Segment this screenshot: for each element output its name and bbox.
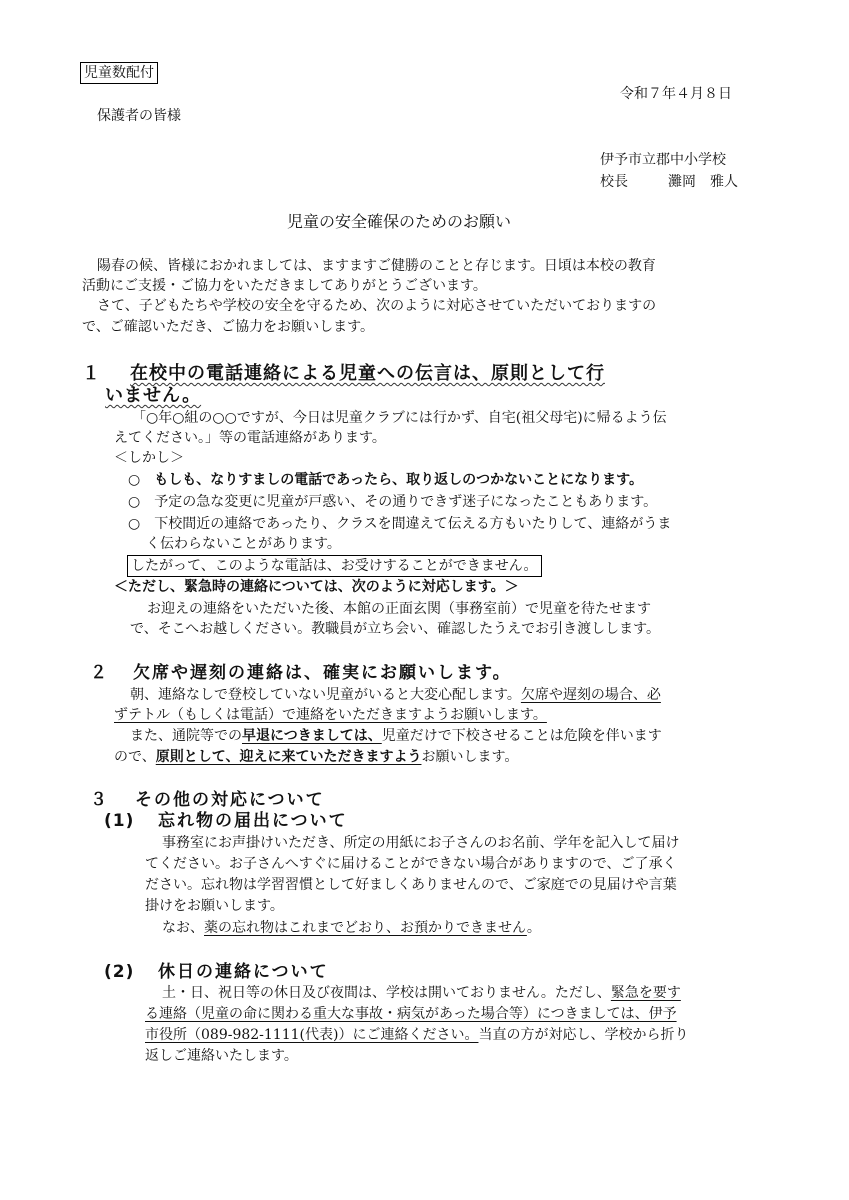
risk-bullet: ○ もしも、なりすましの電話であったら、取り返しのつかないことになります。 xyxy=(128,472,643,488)
holiday-emphasis: 緊急を要す xyxy=(610,985,681,1001)
risk-bullet-cont: く伝わらないことがあります。 xyxy=(146,536,341,552)
subsection-2-number: (2) xyxy=(104,962,135,982)
section-1-heading-cont: いません。 xyxy=(105,385,202,406)
issue-date: 令和７年４月８日 xyxy=(620,86,732,102)
early-leave-text: また、通院等での xyxy=(130,728,242,744)
intro-line: さて、子どもたちや学校の安全を守るため、次のように対応させていただいておりますの xyxy=(97,298,657,314)
subsection-2-heading: 休日の連絡について xyxy=(158,962,329,982)
early-leave-paragraph xyxy=(130,726,662,746)
section-3-number: ３ xyxy=(90,790,108,810)
section-1-number: １ xyxy=(82,363,101,384)
example-call: 「○年○組の○○ですが、今日は児童クラブには行かず、自宅(祖父母宅)に帰るよう伝 xyxy=(132,410,667,426)
pickup-text-cont: で、そこへお越しください。教職員が立ち会い、確認したうえでお引き渡しします。 xyxy=(130,621,661,637)
risk-bullet: ○ 予定の急な変更に児童が戸惑い、その通りできず迷子になったこともあります。 xyxy=(128,494,658,510)
page-title: 児童の安全確保のためのお願い xyxy=(287,212,512,231)
holiday-text xyxy=(162,983,681,1003)
absence-emphasis: 欠席や遅刻の場合、必 xyxy=(520,687,661,703)
holiday-text: 返しご連絡いたします。 xyxy=(145,1048,298,1064)
principal-name: 灘岡 雅人 xyxy=(668,174,738,190)
early-leave-text: ので、 xyxy=(114,749,156,765)
absence-emphasis-cont: ずテトル（もしくは電話）で連絡をいただきますようお願いします。 xyxy=(114,707,547,723)
lost-item-text: ださい。忘れ物は学習習慣として好ましくありませんので、ご家庭での見届けや言葉 xyxy=(145,877,677,893)
school-name: 伊予市立郡中小学校 xyxy=(600,152,726,168)
subsection-1-number: (1) xyxy=(104,811,135,831)
intro-line: 陽春の候、皆様におかれましては、ますますご健勝のことと存じます。日頃は本校の教育 xyxy=(97,258,656,274)
medicine-note xyxy=(162,918,541,938)
emergency-heading: ＜ただし、緊急時の連絡については、次のように対応します。＞ xyxy=(114,579,519,595)
early-leave-text: 児童だけで下校させることは危険を伴います xyxy=(381,728,662,744)
intro-line: で、ご確認いただき、ご協力をお願いします。 xyxy=(82,319,375,335)
early-leave-text: お願いします。 xyxy=(421,749,519,765)
holiday-text xyxy=(145,1025,688,1045)
section-1-heading: 在校中の電話連絡による児童への伝言は、原則として行 xyxy=(130,363,605,384)
pickup-request-emphasis: 原則として、迎えに来ていただきますよう xyxy=(155,749,422,765)
early-leave-paragraph-cont xyxy=(114,747,518,767)
holiday-emphasis: る連絡（児童の命に関わる重大な事故・病気があった場合等）につきましては、伊予 xyxy=(145,1006,677,1022)
lost-item-text: てください。お子さんへすぐに届けることができない場合がありますので、ご了承く xyxy=(145,856,677,872)
risk-bullet: ○ 下校間近の連絡であったり、クラスを間違えて伝える方もいたりして、連絡がうま xyxy=(128,516,672,532)
addressee: 保護者の皆様 xyxy=(97,108,181,124)
subsection-1-heading: 忘れ物の届出について xyxy=(158,811,348,831)
section-2-number: ２ xyxy=(90,663,108,683)
pickup-text: お迎えの連絡をいただいた後、本館の正面玄関（事務室前）で児童を待たせます xyxy=(147,601,651,617)
holiday-text-plain: 当直の方が対応し、学校から折り xyxy=(478,1027,689,1043)
distribution-stamp: 児童数配付 xyxy=(80,62,158,84)
intro-line: 活動にご支援・ご協力をいただきましてありがとうございます。 xyxy=(82,278,487,294)
section-2-heading: 欠席や遅刻の連絡は、確実にお願いします。 xyxy=(133,663,512,683)
holiday-text-plain: 土・日、祝日等の休日及び夜間は、学校は開いておりません。ただし、 xyxy=(162,985,611,1001)
lost-item-text: 掛けをお願いします。 xyxy=(145,898,284,914)
lost-item-text: 事務室にお声掛けいただき、所定の用紙にお子さんのお名前、学年を記入して届け xyxy=(162,835,680,851)
section-3-heading: その他の対応について xyxy=(135,790,325,810)
refusal-notice: したがって、このような電話は、お受けすることができません。 xyxy=(127,555,542,577)
principal-title: 校長 xyxy=(600,174,628,190)
example-call-cont: えてください。」等の電話連絡があります。 xyxy=(114,430,386,446)
medicine-note-emphasis: 薬の忘れ物はこれまでどおり、お預かりできません xyxy=(204,920,527,936)
medicine-note-text: なお、 xyxy=(162,920,204,936)
city-office-contact: 市役所（089-982-1111(代表)）にご連絡ください。 xyxy=(145,1027,479,1043)
absence-paragraph xyxy=(130,685,661,705)
early-leave-emphasis: 早退につきましては、 xyxy=(242,728,382,744)
however-label: ＜しかし＞ xyxy=(114,450,184,466)
absence-text: 朝、連絡なしで登校していない児童がいると大変心配します。 xyxy=(130,687,521,703)
medicine-note-text: 。 xyxy=(526,920,541,936)
